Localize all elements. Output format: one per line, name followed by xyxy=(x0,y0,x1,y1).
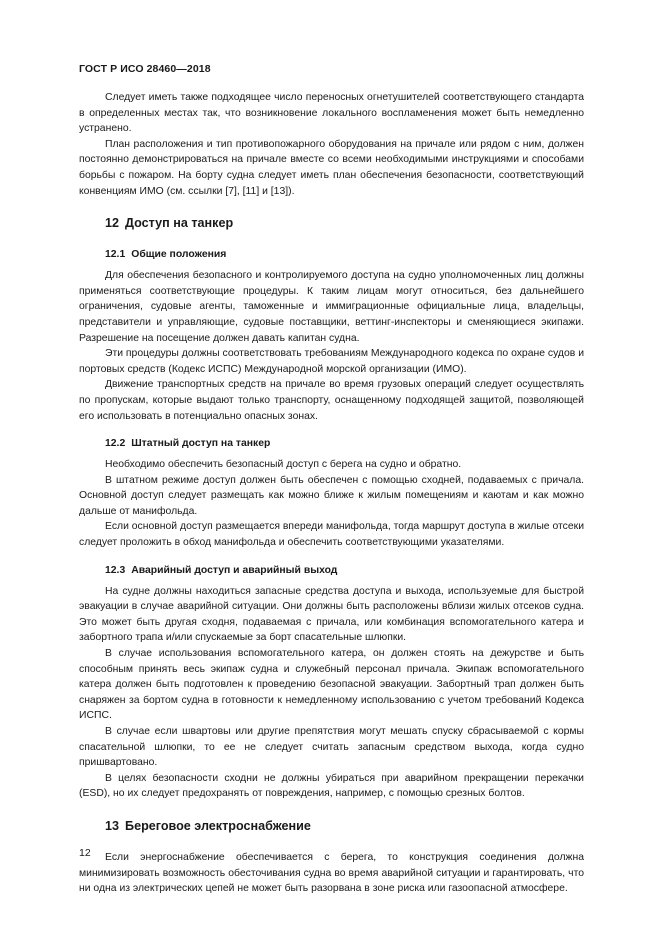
paragraph: Если энергоснабжение обеспечивается с берега, то конструкция соединения должна минимизировать возможность обесточивания судна во время аварийной ситуации и гарантировать, что ни одна из электрических цепей не может быть разорвана в зоне риска или газоопасной атмосфере. xyxy=(79,851,584,895)
document-body xyxy=(79,90,584,897)
section-number: 13 xyxy=(105,818,120,833)
page-number: 12 xyxy=(79,847,91,859)
paragraph: Следует иметь также подходящее число переносных огнетушителей соответствующего стандарта в определенных местах так, что возникновение локального воспламенения может быть немедленно устранено. xyxy=(79,92,584,135)
section-heading-12 xyxy=(79,215,584,231)
subsection-title: Штатный доступ на танкер xyxy=(131,438,271,450)
subsection-number: 12.2 xyxy=(105,438,126,450)
section-title: Береговое электроснабжение xyxy=(125,818,311,833)
paragraph: В штатном режиме доступ должен быть обеспечен с помощью сходней, подаваемых с причала. Основной доступ следует размещать как можно ближе к жилым помещениям и каютам и как можно дальше от манифольда. xyxy=(79,474,584,517)
section-number: 12 xyxy=(105,216,120,231)
subsection-number: 12.3 xyxy=(105,564,126,576)
paragraph: На судне должны находиться запасные средства доступа и выхода, используемые для быстрой эвакуации в случае аварийной ситуации. Они должны быть расположены вблизи жилых отсеков судна. Это может быть другая сходня, подаваемая с причала, или комбинация вспомогательного катера и забортного трапа и/или спускаемые за борт спасательные шлюпки. xyxy=(79,585,584,644)
section-title: Доступ на танкер xyxy=(125,216,234,231)
paragraph: План расположения и тип противопожарного оборудования на причале или рядом с ним, должен постоянно демонстрироваться на причале вместе со всеми необходимыми инструкциями и способами борьбы с пожаром. На борту судна следует иметь план обеспечения безопасности, соответствующий конвенциям ИМО (см. ссылки [7], [11] и [13]). xyxy=(79,138,584,197)
paragraph: В случае если швартовы или другие препятствия могут мешать спуску сбрасываемой с кормы спасательной шлюпки, то ее не следует считать запасным средством выхода, когда судно пришвартовано. xyxy=(79,726,584,769)
paragraph: В случае использования вспомогательного катера, он должен стоять на дежурстве и быть способным принять весь экипаж судна и служебный персонал причала. Экипаж вспомогательного катера должен быть подготовлен к проведению безопасной эвакуации. Забортный трап должен быть снаряжен за бортом судна в готовности к немедленному использованию с учетом требований Кодекса ИСПС. xyxy=(79,648,584,722)
paragraph: Если основной доступ размещается впереди манифольда, тогда маршрут доступа в жилые отсеки следует проложить в обход манифольда и обеспечить соответствующими указателями. xyxy=(79,521,584,549)
paragraph: Эти процедуры должны соответствовать требованиям Международного кодекса по охране судов и портовых средств (Кодекс ИСПС) Международной морской организации (ИМО). xyxy=(79,348,584,375)
paragraph: Необходимо обеспечить безопасный доступ с берега на судно и обратно. xyxy=(105,459,462,471)
paragraph: В целях безопасности сходни не должны убираться при аварийном прекращении перекачки (ESD), но их следует предохранять от повреждения, например, с помощью срезных болтов. xyxy=(79,772,584,800)
document-header: ГОСТ Р ИСО 28460—2018 xyxy=(79,63,211,75)
subsection-heading-12-1 xyxy=(79,247,584,262)
section-heading-13 xyxy=(79,818,584,834)
paragraph: Для обеспечения безопасного и контролируемого доступа на судно уполномоченных лиц должны применяться соответствующие процедуры. К таким лицам могут относиться, без дальнейшего ограничения, судовые агенты, таможенные и иммиграционные официальные лица, владельцы, представители и управляющие, судовые поставщики, веттинг-инспекторы и сменяющиеся экипажи. Разрешение на посещение должен давать капитан судна. xyxy=(79,270,584,344)
subsection-title: Общие положения xyxy=(131,249,227,261)
paragraph: Движение транспортных средств на причале во время грузовых операций следует осуществлять по пропускам, которые выдают только транспорту, оснащенному подходящей защитой, позволяющей его использовать в потенциально опасных зонах. xyxy=(79,379,584,422)
subsection-heading-12-3 xyxy=(79,563,584,578)
subsection-title: Аварийный доступ и аварийный выход xyxy=(131,564,338,576)
subsection-number: 12.1 xyxy=(105,249,126,261)
subsection-heading-12-2 xyxy=(79,436,584,451)
